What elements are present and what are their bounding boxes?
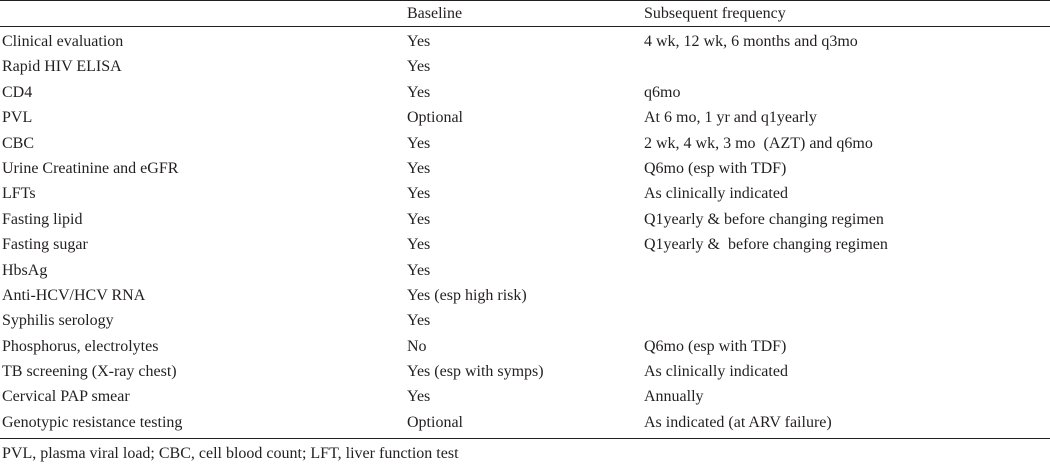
table-row (0, 384, 1050, 409)
cell-frequency: Q6mo (esp with TDF) (644, 159, 787, 177)
cell-test: Rapid HIV ELISA (2, 58, 122, 76)
cell-frequency: Q6mo (esp with TDF) (644, 337, 787, 355)
cell-frequency: Q1yearly & before changing regimen (644, 236, 888, 254)
cell-baseline: Yes (407, 261, 431, 279)
cell-frequency: Q1yearly & before changing regimen (644, 210, 884, 228)
cell-baseline: Yes (407, 236, 431, 254)
cell-baseline: Yes (407, 58, 431, 76)
header-frequency: Subsequent frequency (644, 5, 786, 22)
cell-baseline: No (407, 337, 427, 355)
cell-frequency: 4 wk, 12 wk, 6 months and q3mo (644, 33, 858, 50)
cell-test: PVL (2, 109, 33, 127)
table-row (0, 258, 1050, 283)
cell-baseline: Yes (407, 185, 431, 203)
cell-test: Urine Creatinine and eGFR (2, 159, 179, 177)
cell-baseline: Yes (esp high risk) (407, 286, 527, 304)
cell-test: Clinical evaluation (2, 33, 124, 50)
cell-frequency: As clinically indicated (644, 185, 788, 203)
cell-baseline: Optional (407, 413, 463, 431)
table-row (0, 410, 1050, 435)
cell-frequency: Annually (644, 388, 704, 406)
cell-test: Genotypic resistance testing (2, 413, 183, 431)
cell-frequency: At 6 mo, 1 yr and q1yearly (644, 109, 817, 127)
table-row (0, 308, 1050, 333)
cell-baseline: Yes (407, 312, 431, 330)
cell-test: HbsAg (2, 261, 48, 279)
cell-test: TB screening (X-ray chest) (2, 363, 177, 381)
cell-test: Cervical PAP smear (2, 388, 130, 406)
table-row (0, 207, 1050, 232)
cell-test: Phosphorus, electrolytes (2, 337, 159, 355)
cell-baseline: Yes (407, 210, 431, 228)
table-row (0, 54, 1050, 79)
cell-baseline: Yes (407, 83, 431, 101)
cell-baseline: Yes (esp with symps) (407, 363, 544, 381)
table-body (0, 27, 1050, 438)
cell-baseline: Yes (407, 134, 431, 152)
cell-test: Syphilis serology (2, 312, 114, 330)
cell-test: Fasting sugar (2, 236, 88, 254)
table-row (0, 232, 1050, 257)
table-row (0, 29, 1050, 54)
cell-frequency: As indicated (at ARV failure) (644, 413, 832, 431)
table-row (0, 105, 1050, 130)
cell-test: CD4 (2, 83, 33, 101)
table-row (0, 334, 1050, 359)
cell-baseline: Yes (407, 388, 431, 406)
table-row (0, 80, 1050, 105)
cell-test: Anti-HCV/HCV RNA (2, 286, 146, 304)
table-row (0, 359, 1050, 384)
cell-test: LFTs (2, 185, 36, 203)
cell-test: CBC (2, 134, 35, 152)
cell-baseline: Optional (407, 109, 463, 127)
cell-frequency: q6mo (644, 83, 681, 101)
table-footnote: PVL, plasma viral load; CBC, cell blood count; LFT, liver function test (2, 445, 459, 463)
header-baseline: Baseline (407, 5, 463, 22)
cell-frequency: 2 wk, 4 wk, 3 mo (AZT) and q6mo (644, 134, 873, 152)
table-row (0, 131, 1050, 156)
table-row (0, 181, 1050, 206)
cell-baseline: Yes (407, 159, 431, 177)
cell-frequency: As clinically indicated (644, 363, 788, 381)
table-row (0, 283, 1050, 308)
cell-test: Fasting lipid (2, 210, 83, 228)
table-row (0, 156, 1050, 181)
cell-baseline: Yes (407, 33, 431, 50)
header-row (0, 1, 1050, 26)
